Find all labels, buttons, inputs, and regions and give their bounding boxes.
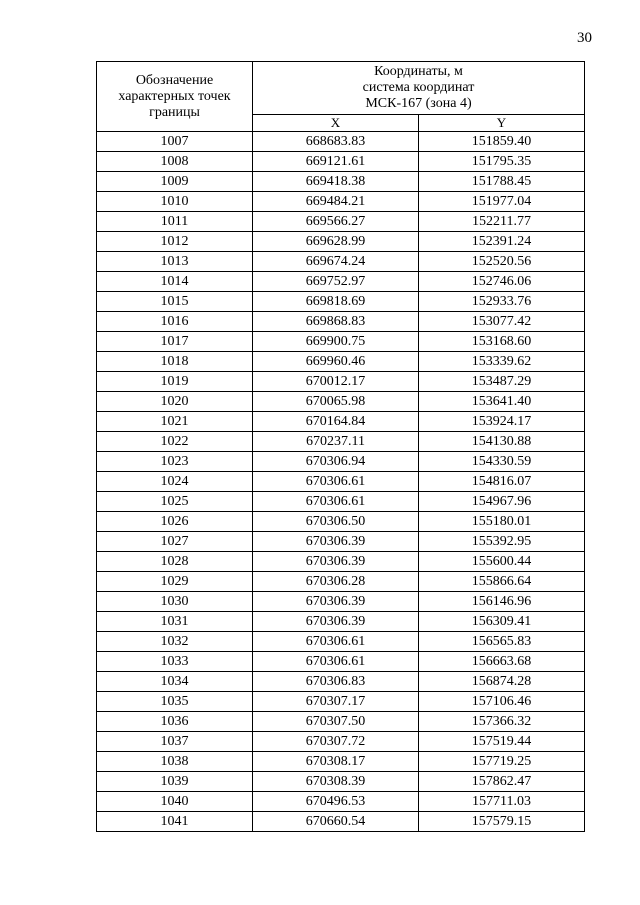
point-id-cell: 1037 — [97, 732, 253, 752]
table-row — [97, 432, 585, 452]
x-coordinate-cell: 670306.39 — [253, 592, 419, 612]
y-coordinate-cell: 154816.07 — [419, 472, 585, 492]
point-id-cell: 1008 — [97, 152, 253, 172]
x-coordinate-cell: 670065.98 — [253, 392, 419, 412]
table-row — [97, 312, 585, 332]
x-coordinate-cell: 670306.50 — [253, 512, 419, 532]
table-row — [97, 692, 585, 712]
x-header: X — [253, 115, 419, 132]
y-coordinate-cell: 152211.77 — [419, 212, 585, 232]
point-id-cell: 1009 — [97, 172, 253, 192]
x-coordinate-cell: 670306.28 — [253, 572, 419, 592]
x-coordinate-cell: 669484.21 — [253, 192, 419, 212]
y-coordinate-cell: 154130.88 — [419, 432, 585, 452]
point-id-cell: 1017 — [97, 332, 253, 352]
y-coordinate-cell: 152746.06 — [419, 272, 585, 292]
y-coordinate-cell: 156565.83 — [419, 632, 585, 652]
point-id-cell: 1011 — [97, 212, 253, 232]
x-coordinate-cell: 669566.27 — [253, 212, 419, 232]
x-coordinate-cell: 670306.39 — [253, 612, 419, 632]
points-header-line: характерных точек — [118, 88, 231, 104]
page-number: 30 — [577, 30, 592, 46]
point-id-cell: 1038 — [97, 752, 253, 772]
y-coordinate-cell: 153641.40 — [419, 392, 585, 412]
x-coordinate-cell: 670306.61 — [253, 492, 419, 512]
y-coordinate-cell: 156146.96 — [419, 592, 585, 612]
table-row — [97, 472, 585, 492]
x-coordinate-cell: 669121.61 — [253, 152, 419, 172]
point-id-cell: 1041 — [97, 812, 253, 832]
x-coordinate-cell: 669818.69 — [253, 292, 419, 312]
point-id-cell: 1033 — [97, 652, 253, 672]
y-coordinate-cell: 152391.24 — [419, 232, 585, 252]
point-id-cell: 1031 — [97, 612, 253, 632]
y-coordinate-cell: 157519.44 — [419, 732, 585, 752]
x-coordinate-cell: 670164.84 — [253, 412, 419, 432]
y-coordinate-cell: 155180.01 — [419, 512, 585, 532]
table-row — [97, 372, 585, 392]
point-id-cell: 1012 — [97, 232, 253, 252]
point-id-cell: 1039 — [97, 772, 253, 792]
y-coordinate-cell: 153339.62 — [419, 352, 585, 372]
x-coordinate-cell: 669418.38 — [253, 172, 419, 192]
point-id-cell: 1022 — [97, 432, 253, 452]
table-row — [97, 572, 585, 592]
table-row — [97, 132, 585, 152]
x-coordinate-cell: 670306.39 — [253, 532, 419, 552]
x-coordinate-cell: 670306.94 — [253, 452, 419, 472]
y-coordinate-cell: 156309.41 — [419, 612, 585, 632]
table-row — [97, 592, 585, 612]
x-coordinate-cell: 669674.24 — [253, 252, 419, 272]
table-row — [97, 672, 585, 692]
table-row — [97, 392, 585, 412]
point-id-cell: 1025 — [97, 492, 253, 512]
table-row — [97, 272, 585, 292]
table-row — [97, 772, 585, 792]
x-coordinate-cell: 668683.83 — [253, 132, 419, 152]
x-coordinate-cell: 670496.53 — [253, 792, 419, 812]
table-row — [97, 492, 585, 512]
point-id-cell: 1034 — [97, 672, 253, 692]
x-coordinate-cell: 670306.83 — [253, 672, 419, 692]
x-coordinate-cell: 670307.17 — [253, 692, 419, 712]
y-coordinate-cell: 152520.56 — [419, 252, 585, 272]
x-coordinate-cell: 669900.75 — [253, 332, 419, 352]
x-coordinate-cell: 670308.17 — [253, 752, 419, 772]
y-coordinate-cell: 153924.17 — [419, 412, 585, 432]
x-coordinate-cell: 670307.72 — [253, 732, 419, 752]
table-row — [97, 352, 585, 372]
point-id-cell: 1026 — [97, 512, 253, 532]
point-id-cell: 1032 — [97, 632, 253, 652]
table-row — [97, 232, 585, 252]
point-id-cell: 1013 — [97, 252, 253, 272]
point-id-cell: 1028 — [97, 552, 253, 572]
x-coordinate-cell: 670308.39 — [253, 772, 419, 792]
point-id-cell: 1018 — [97, 352, 253, 372]
y-coordinate-cell: 151977.04 — [419, 192, 585, 212]
coords-header-line: Координаты, м — [374, 64, 463, 79]
y-coordinate-cell: 157106.46 — [419, 692, 585, 712]
points-header-line: Обозначение — [135, 72, 214, 88]
point-id-cell: 1024 — [97, 472, 253, 492]
y-coordinate-cell: 152933.76 — [419, 292, 585, 312]
x-coordinate-cell: 670306.39 — [253, 552, 419, 572]
x-coordinate-cell: 670306.61 — [253, 472, 419, 492]
point-id-cell: 1030 — [97, 592, 253, 612]
point-id-cell: 1007 — [97, 132, 253, 152]
table-row — [97, 792, 585, 812]
table-row — [97, 332, 585, 352]
coordinates-header — [253, 62, 585, 115]
y-coordinate-cell: 157719.25 — [419, 752, 585, 772]
point-id-cell: 1020 — [97, 392, 253, 412]
table-row — [97, 632, 585, 652]
table-row — [97, 812, 585, 832]
y-header: Y — [419, 115, 585, 132]
table-row — [97, 732, 585, 752]
table-row — [97, 212, 585, 232]
coordinates-table — [96, 61, 585, 832]
table-row — [97, 152, 585, 172]
x-coordinate-cell: 670237.11 — [253, 432, 419, 452]
x-coordinate-cell: 670306.61 — [253, 652, 419, 672]
table-row — [97, 172, 585, 192]
point-id-cell: 1027 — [97, 532, 253, 552]
table-row — [97, 712, 585, 732]
table-row — [97, 652, 585, 672]
table-row — [97, 752, 585, 772]
x-coordinate-cell: 669868.83 — [253, 312, 419, 332]
point-id-cell: 1040 — [97, 792, 253, 812]
table-row — [97, 452, 585, 472]
point-id-cell: 1010 — [97, 192, 253, 212]
table-row — [97, 532, 585, 552]
x-coordinate-cell: 670012.17 — [253, 372, 419, 392]
y-coordinate-cell: 151788.45 — [419, 172, 585, 192]
point-id-cell: 1036 — [97, 712, 253, 732]
y-coordinate-cell: 151859.40 — [419, 132, 585, 152]
point-id-cell: 1014 — [97, 272, 253, 292]
point-id-cell: 1016 — [97, 312, 253, 332]
points-header — [97, 62, 253, 132]
table-row — [97, 252, 585, 272]
table-row — [97, 292, 585, 312]
point-id-cell: 1023 — [97, 452, 253, 472]
table-row — [97, 612, 585, 632]
coords-header-line: МСК-167 (зона 4) — [365, 96, 472, 111]
y-coordinate-cell: 155866.64 — [419, 572, 585, 592]
y-coordinate-cell: 156663.68 — [419, 652, 585, 672]
points-header-line: границы — [149, 104, 200, 120]
table-row — [97, 552, 585, 572]
y-coordinate-cell: 153168.60 — [419, 332, 585, 352]
y-coordinate-cell: 155600.44 — [419, 552, 585, 572]
y-coordinate-cell: 155392.95 — [419, 532, 585, 552]
table-row — [97, 412, 585, 432]
x-coordinate-cell: 670306.61 — [253, 632, 419, 652]
point-id-cell: 1015 — [97, 292, 253, 312]
table-row — [97, 192, 585, 212]
y-coordinate-cell: 151795.35 — [419, 152, 585, 172]
x-coordinate-cell: 669752.97 — [253, 272, 419, 292]
y-coordinate-cell: 153077.42 — [419, 312, 585, 332]
x-coordinate-cell: 669628.99 — [253, 232, 419, 252]
x-coordinate-cell: 670660.54 — [253, 812, 419, 832]
table-body — [97, 132, 585, 832]
y-coordinate-cell: 157711.03 — [419, 792, 585, 812]
point-id-cell: 1029 — [97, 572, 253, 592]
x-coordinate-cell: 669960.46 — [253, 352, 419, 372]
y-coordinate-cell: 153487.29 — [419, 372, 585, 392]
point-id-cell: 1021 — [97, 412, 253, 432]
point-id-cell: 1035 — [97, 692, 253, 712]
y-coordinate-cell: 154967.96 — [419, 492, 585, 512]
point-id-cell: 1019 — [97, 372, 253, 392]
x-coordinate-cell: 670307.50 — [253, 712, 419, 732]
y-coordinate-cell: 157579.15 — [419, 812, 585, 832]
y-coordinate-cell: 154330.59 — [419, 452, 585, 472]
coords-header-line: система координат — [362, 80, 475, 95]
table-row — [97, 512, 585, 532]
y-coordinate-cell: 156874.28 — [419, 672, 585, 692]
y-coordinate-cell: 157862.47 — [419, 772, 585, 792]
y-coordinate-cell: 157366.32 — [419, 712, 585, 732]
